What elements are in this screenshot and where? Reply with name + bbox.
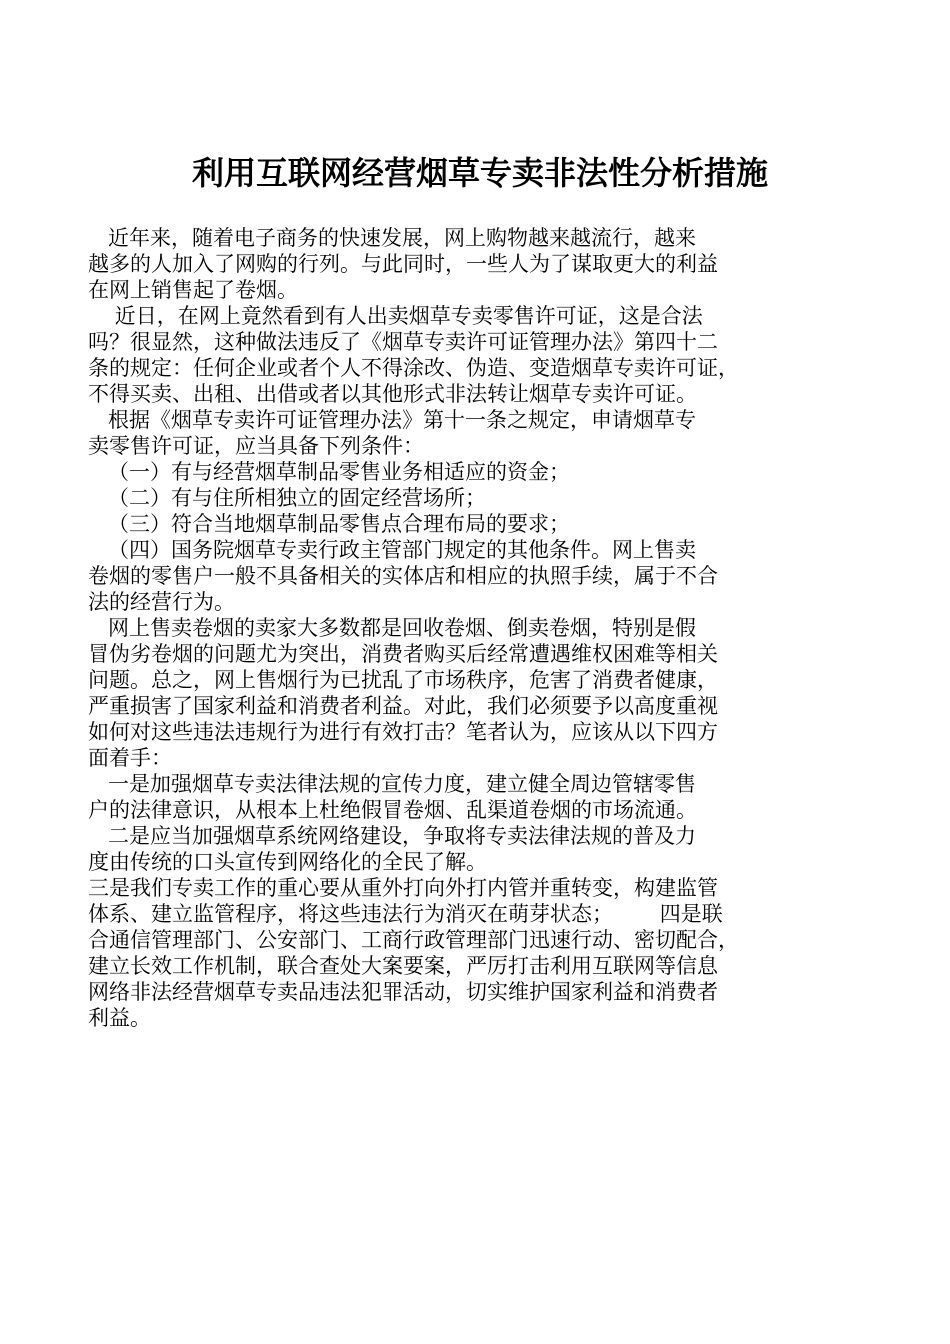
body-line: 严重损害了国家利益和消费者利益。对此，我们必须要予以高度重视	[88, 694, 718, 718]
document-body	[88, 225, 863, 1031]
body-line: 如何对这些违法违规行为进行有效打击？笔者认为，应该从以下四方	[88, 720, 718, 744]
body-line: 冒伪劣卷烟的问题尤为突出，消费者购买后经常遭遇维权困难等相关	[88, 642, 718, 666]
body-line: 卷烟的零售户一般不具备相关的实体店和相应的执照手续，属于不合	[88, 564, 718, 588]
body-line: 近日，在网上竟然看到有人出卖烟草专卖零售许可证，这是合法	[88, 304, 703, 328]
body-line: 根据《烟草专卖许可证管理办法》第十一条之规定，申请烟草专	[88, 408, 697, 432]
body-line: 一是加强烟草专卖法律法规的宣传力度，建立健全周边管辖零售	[88, 772, 697, 796]
body-line: 体系、建立监管程序，将这些违法行为消灭在萌芽状态； 四是联	[88, 902, 723, 926]
body-line: 面着手：	[88, 746, 172, 770]
body-line: 三是我们专卖工作的重心要从重外打向外打内管并重转变，构建监管	[88, 876, 718, 900]
body-line: 利益。	[88, 1006, 151, 1030]
body-line: 卖零售许可证，应当具备下列条件：	[88, 434, 424, 458]
body-line: 近年来，随着电子商务的快速发展，网上购物越来越流行，越来	[88, 226, 697, 250]
body-line: 网络非法经营烟草专卖品违法犯罪活动，切实维护国家利益和消费者	[88, 980, 718, 1004]
document-title: 利用互联网经营烟草专卖非法性分析措施	[192, 154, 769, 192]
body-line: 合通信管理部门、公安部门、工商行政管理部门迅速行动、密切配合，	[88, 928, 739, 952]
body-line: 问题。总之，网上售烟行为已扰乱了市场秩序，危害了消费者健康，	[88, 668, 718, 692]
body-line: （三）符合当地烟草制品零售点合理布局的要求；	[88, 512, 571, 536]
body-line: 法的经营行为。	[88, 590, 235, 614]
body-line: 越多的人加入了网购的行列。与此同时，一些人为了谋取更大的利益	[88, 252, 718, 276]
body-line: 吗？很显然，这种做法违反了《烟草专卖许可证管理办法》第四十二	[88, 330, 718, 354]
body-line: （二）有与住所相独立的固定经营场所；	[88, 486, 487, 510]
body-line: （四）国务院烟草专卖行政主管部门规定的其他条件。网上售卖	[88, 538, 697, 562]
body-line: 条的规定：任何企业或者个人不得涂改、伪造、变造烟草专卖许可证，	[88, 356, 739, 380]
body-line: 二是应当加强烟草系统网络建设，争取将专卖法律法规的普及力	[88, 824, 697, 848]
body-line: （一）有与经营烟草制品零售业务相适应的资金；	[88, 460, 571, 484]
body-line: 网上售卖卷烟的卖家大多数都是回收卷烟、倒卖卷烟，特别是假	[88, 616, 697, 640]
body-line: 度由传统的口头宣传到网络化的全民了解。	[88, 850, 487, 874]
body-line: 建立长效工作机制，联合查处大案要案，严厉打击利用互联网等信息	[88, 954, 718, 978]
body-line: 不得买卖、出租、出借或者以其他形式非法转让烟草专卖许可证。	[88, 382, 697, 406]
body-line: 户的法律意识，从根本上杜绝假冒卷烟、乱渠道卷烟的市场流通。	[88, 798, 697, 822]
body-line: 在网上销售起了卷烟。	[88, 278, 298, 302]
